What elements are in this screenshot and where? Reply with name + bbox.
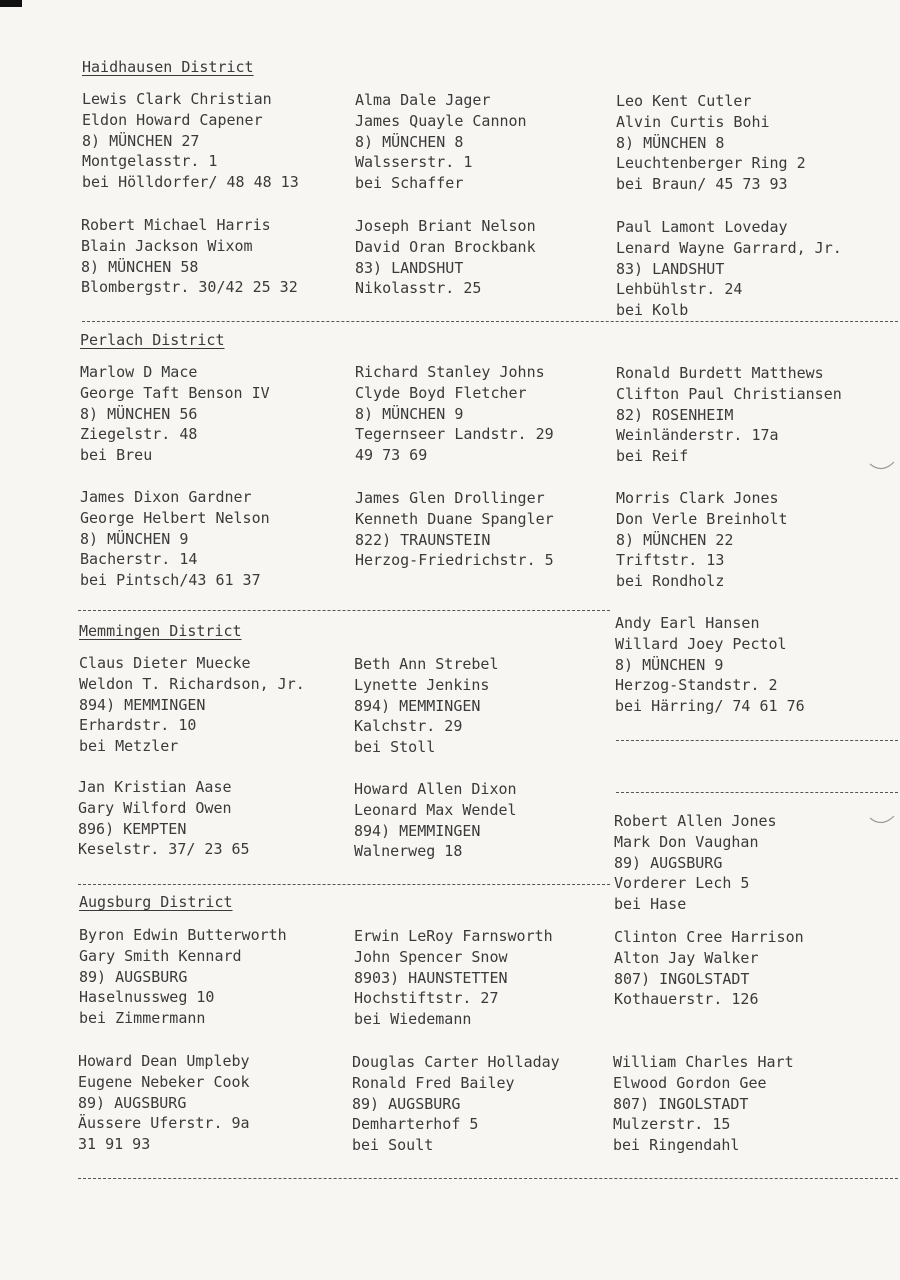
entry-line: 894) MEMMINGEN [79, 695, 206, 714]
entry-line: Vorderer Lech 5 [614, 874, 750, 893]
address-entry [352, 1052, 560, 1156]
entry-line: Ronald Burdett Matthews [616, 364, 824, 382]
entry-line: Douglas Carter Holladay [352, 1053, 560, 1071]
entry-line: Mark Don Vaughan [614, 832, 759, 851]
address-entry [613, 1052, 794, 1156]
address-entry [355, 362, 554, 466]
entry-line: Mulzerstr. 15 [613, 1115, 731, 1134]
entry-line: 89) AUGSBURG [614, 853, 723, 872]
entry-line: Kenneth Duane Spangler [355, 509, 554, 528]
entry-line: James Glen Drollinger [355, 489, 545, 507]
entry-line: Clyde Boyd Fletcher [355, 383, 527, 402]
entry-line: Alvin Curtis Bohi [616, 112, 770, 131]
entry-line: Richard Stanley Johns [355, 363, 545, 381]
entry-line: Joseph Briant Nelson [355, 217, 536, 235]
entry-line: bei Kolb [616, 301, 689, 320]
entry-line: Willard Joey Pectol [615, 634, 787, 653]
dashed-separator [616, 792, 898, 793]
district-heading-haidhausen: Haidhausen District [82, 58, 254, 76]
entry-line: Andy Earl Hansen [615, 614, 760, 632]
entry-line: bei Ringendahl [613, 1136, 740, 1155]
entry-line: 896) KEMPTEN [78, 819, 187, 838]
entry-line: John Spencer Snow [354, 947, 508, 966]
address-entry [616, 363, 842, 467]
address-entry [354, 654, 499, 758]
entry-line: 807) INGOLSTADT [614, 969, 750, 988]
entry-line: 83) LANDSHUT [355, 258, 464, 277]
entry-line: Claus Dieter Muecke [79, 654, 251, 672]
entry-line: Eugene Nebeker Cook [78, 1072, 250, 1091]
entry-line: 8) MÜNCHEN 9 [355, 404, 464, 423]
entry-line: Erwin LeRoy Farnsworth [354, 927, 553, 945]
district-heading-perlach: Perlach District [80, 331, 225, 349]
entry-line: Äussere Uferstr. 9a [78, 1114, 250, 1133]
entry-line: Don Verle Breinholt [616, 509, 788, 528]
entry-line: James Dixon Gardner [80, 488, 252, 506]
address-entry [79, 925, 287, 1029]
entry-line: 8903) HAUNSTETTEN [354, 968, 508, 987]
dashed-separator [82, 321, 898, 322]
dashed-separator [78, 610, 610, 611]
entry-line: 894) MEMMINGEN [354, 696, 481, 715]
district-heading-augsburg: Augsburg District [79, 893, 233, 911]
entry-line: Clifton Paul Christiansen [616, 384, 842, 403]
entry-line: 8) MÜNCHEN 58 [81, 257, 199, 276]
address-entry [79, 653, 305, 757]
entry-line: 822) TRAUNSTEIN [355, 530, 491, 549]
entry-line: bei Breu [80, 446, 153, 465]
entry-line: Elwood Gordon Gee [613, 1073, 767, 1092]
entry-line: Walsserstr. 1 [355, 153, 473, 172]
address-entry [78, 1051, 250, 1155]
entry-line: 83) LANDSHUT [616, 259, 725, 278]
entry-line: bei Zimmermann [79, 1009, 206, 1028]
pencil-tick-mark [868, 458, 898, 474]
address-entry [355, 216, 536, 299]
entry-line: Lewis Clark Christian [82, 90, 272, 108]
entry-line: Nikolasstr. 25 [355, 279, 482, 298]
address-entry [614, 811, 777, 915]
entry-line: 89) AUGSBURG [78, 1093, 187, 1112]
address-entry [80, 487, 270, 591]
entry-line: bei Pintsch/43 61 37 [80, 571, 261, 590]
entry-line: Weldon T. Richardson, Jr. [79, 674, 305, 693]
address-entry [355, 488, 554, 571]
entry-line: Gary Smith Kennard [79, 946, 242, 965]
entry-line: 8) MÜNCHEN 9 [80, 529, 189, 548]
entry-line: Bacherstr. 14 [80, 550, 198, 569]
entry-line: bei Härring/ 74 61 76 [615, 697, 805, 716]
entry-line: bei Rondholz [616, 572, 725, 591]
entry-line: 49 73 69 [355, 446, 428, 465]
entry-line: George Taft Benson IV [80, 383, 270, 402]
entry-line: Leonard Max Wendel [354, 800, 517, 819]
entry-line: Weinländerstr. 17a [616, 426, 779, 445]
entry-line: Marlow D Mace [80, 363, 198, 381]
entry-line: bei Stoll [354, 738, 436, 757]
entry-line: Paul Lamont Loveday [616, 218, 788, 236]
entry-line: Kothauerstr. 126 [614, 990, 759, 1009]
entry-line: Lenard Wayne Garrard, Jr. [616, 238, 842, 257]
entry-line: Leo Kent Cutler [616, 92, 752, 110]
entry-line: bei Reif [616, 447, 689, 466]
entry-line: Ronald Fred Bailey [352, 1073, 515, 1092]
entry-line: Blombergstr. 30/42 25 32 [81, 278, 298, 297]
entry-line: Morris Clark Jones [616, 489, 779, 507]
entry-line: 8) MÜNCHEN 22 [616, 530, 734, 549]
entry-line: 8) MÜNCHEN 27 [82, 131, 200, 150]
address-entry [355, 90, 527, 194]
entry-line: Haselnussweg 10 [79, 988, 215, 1007]
address-entry [354, 926, 553, 1030]
entry-line: bei Schaffer [355, 174, 464, 193]
entry-line: 89) AUGSBURG [352, 1094, 461, 1113]
entry-line: 807) INGOLSTADT [613, 1094, 749, 1113]
dashed-separator [616, 740, 898, 741]
entry-line: Alma Dale Jager [355, 91, 491, 109]
address-entry [78, 777, 250, 860]
dashed-separator [78, 1178, 898, 1179]
entry-line: Leuchtenberger Ring 2 [616, 154, 806, 173]
entry-line: 89) AUGSBURG [79, 967, 188, 986]
entry-line: Erhardstr. 10 [79, 716, 197, 735]
address-entry [616, 488, 788, 592]
entry-line: Lynette Jenkins [354, 675, 490, 694]
address-entry [354, 779, 517, 862]
entry-line: Blain Jackson Wixom [81, 236, 253, 255]
entry-line: Demharterhof 5 [352, 1115, 479, 1134]
entry-line: Robert Michael Harris [81, 216, 271, 234]
entry-line: 8) MÜNCHEN 56 [80, 404, 198, 423]
address-entry [616, 217, 842, 321]
entry-line: bei Metzler [79, 737, 179, 756]
entry-line: Eldon Howard Capener [82, 110, 263, 129]
entry-line: Montgelasstr. 1 [82, 152, 218, 171]
entry-line: Jan Kristian Aase [78, 778, 232, 796]
entry-line: Robert Allen Jones [614, 812, 777, 830]
entry-line: 8) MÜNCHEN 8 [355, 132, 464, 151]
entry-line: Ziegelstr. 48 [80, 425, 198, 444]
address-entry [614, 927, 804, 1010]
entry-line: William Charles Hart [613, 1053, 794, 1071]
address-entry [80, 362, 270, 466]
address-entry [82, 89, 299, 193]
entry-line: 8) MÜNCHEN 8 [616, 133, 725, 152]
entry-line: Keselstr. 37/ 23 65 [78, 840, 250, 859]
entry-line: James Quayle Cannon [355, 111, 527, 130]
entry-line: Tegernseer Landstr. 29 [355, 425, 554, 444]
pencil-tick-mark [868, 812, 898, 828]
address-entry [81, 215, 298, 298]
entry-line: bei Hase [614, 895, 687, 914]
entry-line: bei Wiedemann [354, 1010, 472, 1029]
entry-line: George Helbert Nelson [80, 508, 270, 527]
entry-line: 31 91 93 [78, 1135, 151, 1154]
entry-line: 82) ROSENHEIM [616, 405, 734, 424]
entry-line: Byron Edwin Butterworth [79, 926, 287, 944]
entry-line: Kalchstr. 29 [354, 717, 463, 736]
entry-line: bei Hölldorfer/ 48 48 13 [82, 173, 299, 192]
entry-line: bei Braun/ 45 73 93 [616, 175, 788, 194]
dashed-separator [78, 884, 610, 885]
address-entry [615, 613, 805, 717]
entry-line: bei Soult [352, 1136, 434, 1155]
entry-line: David Oran Brockbank [355, 237, 536, 256]
entry-line: 8) MÜNCHEN 9 [615, 655, 724, 674]
entry-line: Alton Jay Walker [614, 948, 759, 967]
district-heading-memmingen: Memmingen District [79, 622, 242, 640]
entry-line: Herzog-Standstr. 2 [615, 676, 778, 695]
entry-line: Hochstiftstr. 27 [354, 989, 499, 1008]
entry-line: Triftstr. 13 [616, 551, 725, 570]
entry-line: Beth Ann Strebel [354, 655, 499, 673]
entry-line: 894) MEMMINGEN [354, 821, 481, 840]
entry-line: Walnerweg 18 [354, 842, 463, 861]
entry-line: Gary Wilford Owen [78, 798, 232, 817]
entry-line: Howard Allen Dixon [354, 780, 517, 798]
entry-line: Herzog-Friedrichstr. 5 [355, 551, 554, 570]
entry-line: Howard Dean Umpleby [78, 1052, 250, 1070]
entry-line: Clinton Cree Harrison [614, 928, 804, 946]
entry-line: Lehbühlstr. 24 [616, 280, 743, 299]
scan-corner-mark [0, 0, 22, 7]
address-entry [616, 91, 806, 195]
